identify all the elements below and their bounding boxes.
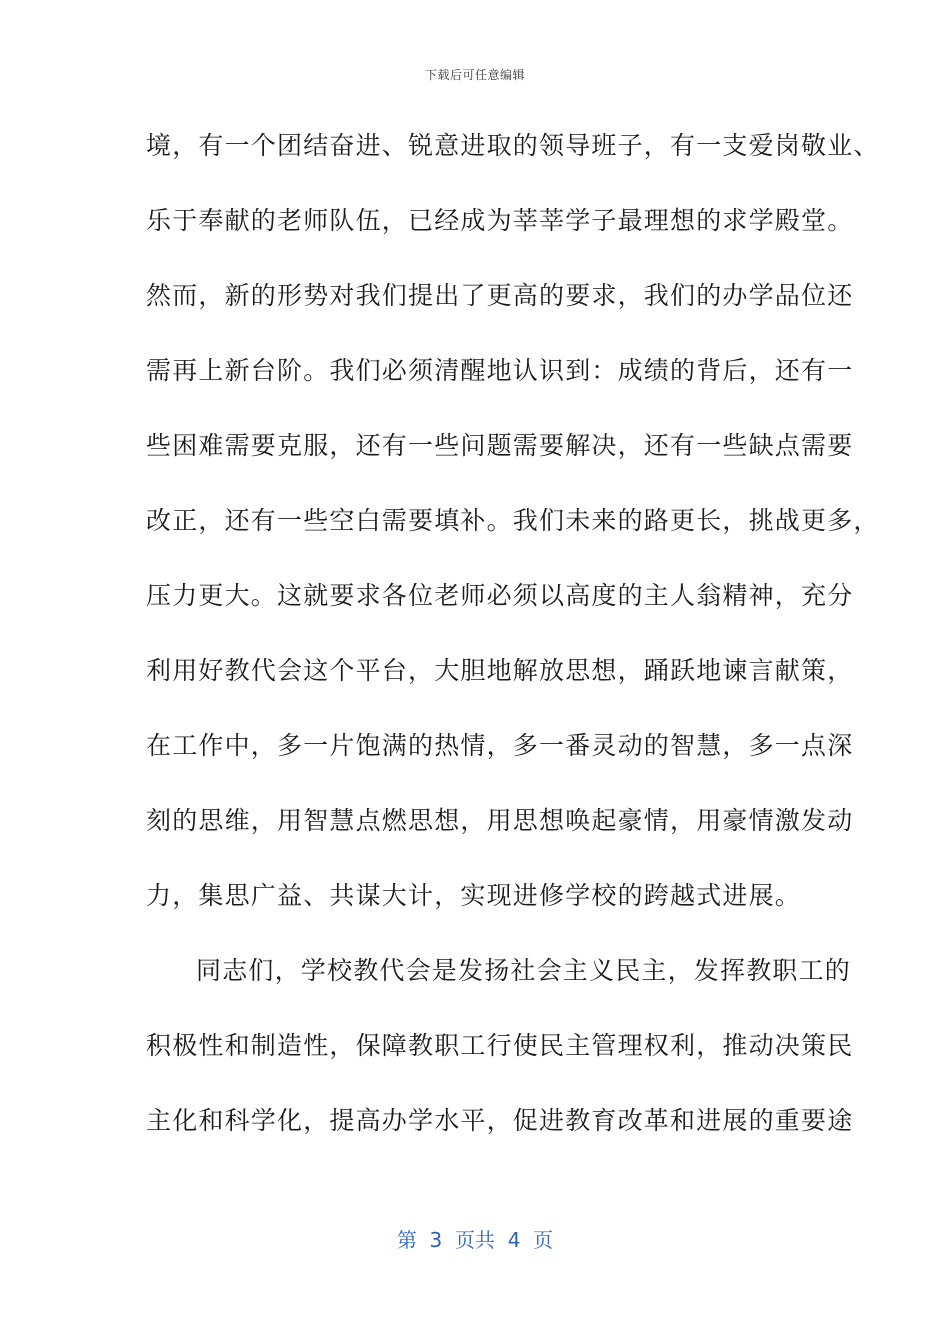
text-line: 些困难需要克服，还有一些问题需要解决，还有一些缺点需要 bbox=[146, 431, 854, 460]
text-line: 在工作中，多一片饱满的热情，多一番灵动的智慧，多一点深 bbox=[146, 731, 854, 760]
text-line: 乐于奉献的老师队伍，已经成为莘莘学子最理想的求学殿堂。 bbox=[146, 206, 854, 235]
text-line: 主化和科学化，提高办学水平，促进教育改革和进展的重要途 bbox=[146, 1106, 854, 1135]
body-text bbox=[146, 118, 880, 1168]
text-line: 境，有一个团结奋进、锐意进取的领导班子，有一支爱岗敬业、 bbox=[146, 131, 880, 160]
page-header-note: 下载后可任意编辑 bbox=[424, 68, 525, 82]
text-line: 改正，还有一些空白需要填补。我们未来的路更长，挑战更多， bbox=[146, 506, 880, 535]
page-number-footer: 第 3 页共 4 页 bbox=[396, 1228, 554, 1252]
text-line: 然而，新的形势对我们提出了更高的要求，我们的办学品位还 bbox=[146, 281, 854, 310]
text-line: 压力更大。这就要求各位老师必须以高度的主人翁精神，充分 bbox=[146, 581, 854, 610]
text-line: 积极性和制造性，保障教职工行使民主管理权利，推动决策民 bbox=[146, 1031, 854, 1060]
text-line-indented: 同志们，学校教代会是发扬社会主义民主，发挥教职工的 bbox=[196, 956, 852, 985]
text-line: 刻的思维，用智慧点燃思想，用思想唤起豪情，用豪情激发动 bbox=[146, 806, 854, 835]
text-line: 需再上新台阶。我们必须清醒地认识到：成绩的背后，还有一 bbox=[146, 356, 854, 385]
text-line: 利用好教代会这个平台，大胆地解放思想，踊跃地谏言献策， bbox=[146, 656, 854, 685]
text-line: 力，集思广益、共谋大计，实现进修学校的跨越式进展。 bbox=[146, 881, 802, 910]
